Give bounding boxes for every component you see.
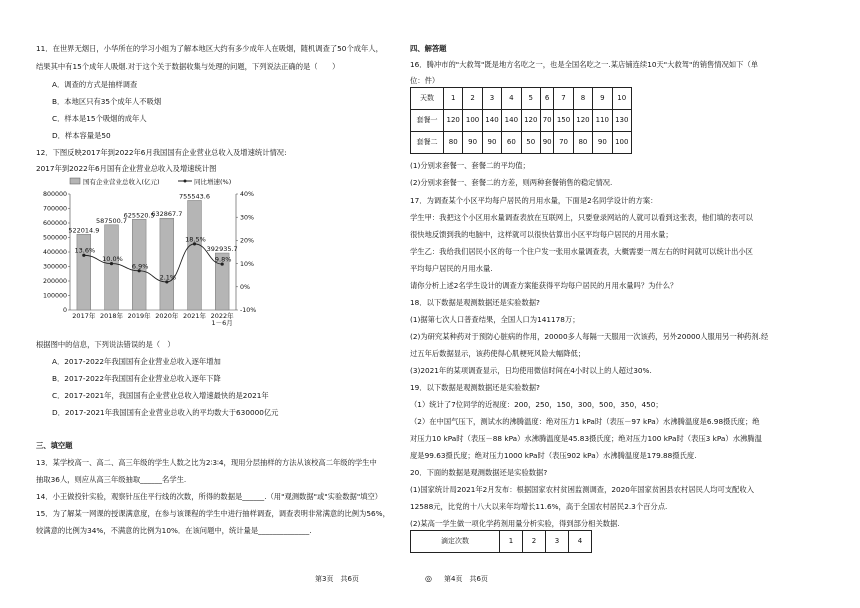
revenue-chart [36, 176, 276, 326]
table-cell: 60 [502, 132, 521, 154]
table-cell: 8 [573, 88, 592, 110]
q12-option-b: B．2017-2022年我国国有企业营业总收入逐年下降 [52, 374, 221, 383]
revenue-bar [105, 225, 119, 310]
table-cell: 130 [612, 110, 631, 132]
q13-line-2: 抽取36人，则应从高三年级抽取______名学生. [36, 475, 187, 484]
q16-part-2: (2)分别求套餐一、套餐二的方差，则两种套餐销售的稳定情况. [410, 178, 613, 187]
q18-line: (1)据第七次人口普查结果，全国人口为141178万； [410, 315, 580, 324]
y-right-tick-label: -10% [240, 307, 257, 315]
table-row [411, 132, 632, 154]
q17-line: 平均每户居民的月用水量. [410, 264, 493, 273]
bar-value-label: 755543.6 [178, 192, 211, 201]
bar-value-label: 522014.9 [68, 226, 100, 235]
table-cell: 140 [482, 110, 501, 132]
section-fill-in: 三、填空题 [36, 441, 73, 450]
q19-line: （2）在中国气压下，测试水的沸腾温度：绝对压力1 kPa时（表压－97 kPa）水沸腾温度是6.98摄氏度；绝 [410, 417, 760, 426]
right-page [410, 0, 860, 608]
q12-stem: 12．下图反映2017年到2022年6月我国国有企业营业总收入及增速统计情况: [36, 148, 287, 157]
q20-table [410, 530, 592, 553]
table-cell: 100 [463, 110, 482, 132]
revenue-bar [77, 234, 91, 310]
y-right-tick-label: 30% [240, 214, 254, 222]
growth-value-label: 6.9% [131, 262, 149, 271]
table-cell: 120 [521, 110, 540, 132]
table-cell: 110 [593, 110, 612, 132]
table-cell: 80 [444, 132, 463, 154]
y-right-tick-label: 0% [240, 284, 250, 291]
table-cell: 6 [540, 88, 553, 110]
table-row [411, 531, 592, 553]
table-cell: 2 [523, 531, 546, 553]
q20-line: 12588元，比党的十八大以来年均增长11.6%，高于全国农村居民2.3个百分点. [410, 502, 668, 511]
q17-line: 请你分析上述2名学生设计的调查方案能获得平均每户居民的月用水量吗？为什么？ [410, 281, 678, 290]
table-cell: 3 [546, 531, 569, 553]
table-cell: 80 [573, 132, 592, 154]
q16-line-2: 位：件） [410, 76, 440, 85]
table-cell: 4 [569, 531, 592, 553]
table-cell: 90 [463, 132, 482, 154]
q16-part-1: (1)分别求套餐一、套餐二的平均值； [410, 161, 530, 170]
table-cell: 90 [540, 132, 553, 154]
legend-bar-label: 国有企业营业总收入(亿元) [83, 178, 160, 186]
growth-value-label: 9.8% [214, 255, 232, 264]
y-left-tick-label: 700000 [42, 205, 67, 213]
y-left-tick-label: 500000 [42, 234, 67, 242]
table-cell: 9 [593, 88, 612, 110]
table-cell: 5 [521, 88, 540, 110]
q17-line: 17．为调查某个小区平均每户居民的月用水量，下面是2名同学设计的方案： [410, 196, 658, 205]
table-cell: 3 [482, 88, 501, 110]
y-right-tick-label: 40% [240, 191, 254, 199]
table-cell: 1 [500, 531, 523, 553]
q20-line: 20．下面的数据是观测数据还是实验数据? [410, 468, 548, 477]
legend-line-label: 同比增速(%) [194, 178, 232, 186]
bar-value-label: 625520.5 [123, 211, 155, 220]
table-cell: 套餐一 [411, 110, 444, 132]
q15-line-2: 较满意的比例为34%，不满意的比例为10%．在该问题中，统计量是______________. [36, 526, 312, 535]
x-tick-label: 2018年 [99, 312, 124, 320]
q19-line: 19．以下数据是观测数据还是实验数据? [410, 383, 540, 392]
y-left-tick-label: 0 [62, 307, 67, 315]
table-cell: 50 [521, 132, 540, 154]
y-right-tick-label: 20% [240, 237, 254, 245]
y-left-tick-label: 600000 [42, 220, 67, 228]
q12-option-a: A．2017-2022年我国国有企业营业总收入逐年增加 [52, 357, 221, 366]
bar-value-label: 587500.7 [95, 216, 128, 225]
y-left-tick-label: 400000 [42, 249, 67, 257]
q18-line: 18．以下数据是观测数据还是实验数据? [410, 298, 540, 307]
q19-line: 度是99.63摄氏度；绝对压力1000 kPa时（表压902 kPa）水沸腾温度是179.88摄氏度. [410, 451, 697, 460]
growth-value-label: 18.5% [185, 235, 206, 244]
legend-line-marker [184, 180, 187, 183]
q11-option-c: C．样本是15个吸烟的成年人 [52, 114, 147, 123]
table-row [411, 88, 632, 110]
table-cell: 120 [573, 110, 592, 132]
q17-line: 学生甲：我把这个小区用水量调查表放在互联网上，只要登录网站的人就可以看到这张表，他们填的表可以 [410, 213, 753, 222]
table-cell: 10 [612, 88, 631, 110]
q12-option-d: D．2017-2021年我国国有企业营业总收入的平均数大于630000亿元 [52, 408, 279, 417]
table-cell: 140 [502, 110, 521, 132]
q14-line: 14．小王做投针实验，观察针压住平行线的次数，所得的数据是______.（用"观测数据"或"实验数据"填空） [36, 492, 383, 501]
y-left-tick-label: 300000 [42, 263, 67, 271]
y-left-tick-label: 100000 [42, 292, 67, 300]
growth-value-label: 13.6% [74, 246, 96, 255]
q17-line: 很快地反馈到我的电脑中，这样就可以很快估算出小区平均每户居民的月用水量； [410, 230, 673, 239]
table-cell: 4 [502, 88, 521, 110]
x-tick-label: 2017年 [72, 312, 96, 320]
table-cell: 100 [612, 132, 631, 154]
x-tick-label: 2021年 [182, 312, 207, 320]
table-cell: 150 [554, 110, 573, 132]
table-row [411, 110, 632, 132]
q20-line: (1)国家统计局2021年2月发布：根据国家农村贫困监测调查，2020年国家贫困县农村居民人均可支配收入 [410, 485, 754, 494]
q12-option-c: C．2017-2021年，我国国有企业营业总收入增速最快的是2021年 [52, 391, 269, 400]
q20-line: (2)某高一学生做一项化学药剂用量分析实验，得到部分相关数据. [410, 519, 620, 528]
right-page-footer: 第4页 共6页 [444, 575, 488, 583]
q18-line: 过五年后数据显示，该药使得心肌梗死风险大幅降低； [410, 349, 586, 358]
q11-stem-2: 结果其中有15个成年人吸烟.对于这个关于数据收集与处理的问题，下列说法正确的是（ ） [36, 62, 340, 71]
table-cell: 120 [444, 110, 463, 132]
table-cell: 滴定次数 [411, 531, 500, 553]
q19-line: （1）统计了7位同学的近视度：200，250，150，300，500，350，450； [410, 400, 663, 409]
q12-question: 根据图中的信息，下列说法错误的是（ ） [36, 340, 175, 349]
revenue-bar [188, 200, 202, 310]
q17-line: 学生乙：我给我们居民小区的每一个住户发一张用水量调查表，大概需要一周左右的时间就可以统计出小区 [410, 247, 753, 256]
table-cell: 90 [482, 132, 501, 154]
left-page-footer: 第3页 共6页 [315, 575, 359, 583]
y-right-tick-label: 10% [240, 260, 254, 268]
y-left-tick-label: 200000 [42, 278, 67, 286]
q19-line: 对压力10 kPa时（表压－88 kPa）水沸腾温度是45.83摄氏度；绝对压力100 kPa时（表压3 kPa）水沸腾温 [410, 434, 762, 443]
bar-value-label: 392935.7 [206, 245, 238, 254]
x-tick-label: 1－6月 [211, 319, 233, 326]
table-cell: 1 [444, 88, 463, 110]
x-tick-label: 2022年 [210, 312, 234, 320]
bar-value-label: 632867.7 [151, 210, 183, 219]
table-cell: 2 [463, 88, 482, 110]
table-cell: 70 [540, 110, 553, 132]
q15-line-1: 15．为了解某一网课的授课满意度，在参与该课程的学生中进行抽样调查，调查表明非常满意的比例为56%， [36, 509, 390, 518]
revenue-bar [160, 218, 174, 310]
y-left-tick-label: 800000 [42, 191, 67, 199]
section-answer: 四、解答题 [410, 44, 447, 53]
legend-bar-swatch [70, 178, 80, 184]
table-cell: 70 [554, 132, 573, 154]
q16-line-1: 16．腾冲市的"大救驾"既是地方名吃之一，也是全国名吃之一.某店铺连续10天"大救驾"的销售情况如下（单 [410, 60, 759, 69]
binding-hole-icon: ◎ [425, 574, 432, 583]
table-cell: 90 [593, 132, 612, 154]
q11-stem-1: 11．在世界无烟日，小华所在的学习小组为了解本地区大约有多少成年人在吸烟，随机调查了50个成年人， [36, 44, 383, 53]
q11-option-a: A．调查的方式是抽样调查 [52, 80, 138, 89]
q16-table [410, 87, 632, 154]
q18-line: (2)为研究某种药对于预防心脏病的作用，20000多人每隔一天服用一次该药，另外20000人服用另一种药剂.经 [410, 332, 769, 341]
q12-chart-title: 2017年到2022年6月国有企业营业总收入及增速统计图 [36, 164, 217, 173]
x-tick-label: 2020年 [155, 312, 179, 320]
growth-value-label: 2.1% [159, 273, 177, 282]
table-cell: 套餐二 [411, 132, 444, 154]
table-cell: 天数 [411, 88, 444, 110]
q18-line: (3)2021年的某项调查显示，日均使用微信时间在4小时以上的人超过30%. [410, 366, 652, 375]
x-tick-label: 2019年 [127, 312, 151, 320]
growth-value-label: 10.0% [102, 255, 123, 264]
q11-option-d: D．样本容量是50 [52, 131, 111, 140]
q13-line-1: 13．某学校高一、高二、高三年级的学生人数之比为2∶3∶4，现用分层抽样的方法从该校高二年级的学生中 [36, 458, 377, 467]
table-cell: 7 [554, 88, 573, 110]
q11-option-b: B．本地区只有35个成年人不吸烟 [52, 97, 162, 106]
